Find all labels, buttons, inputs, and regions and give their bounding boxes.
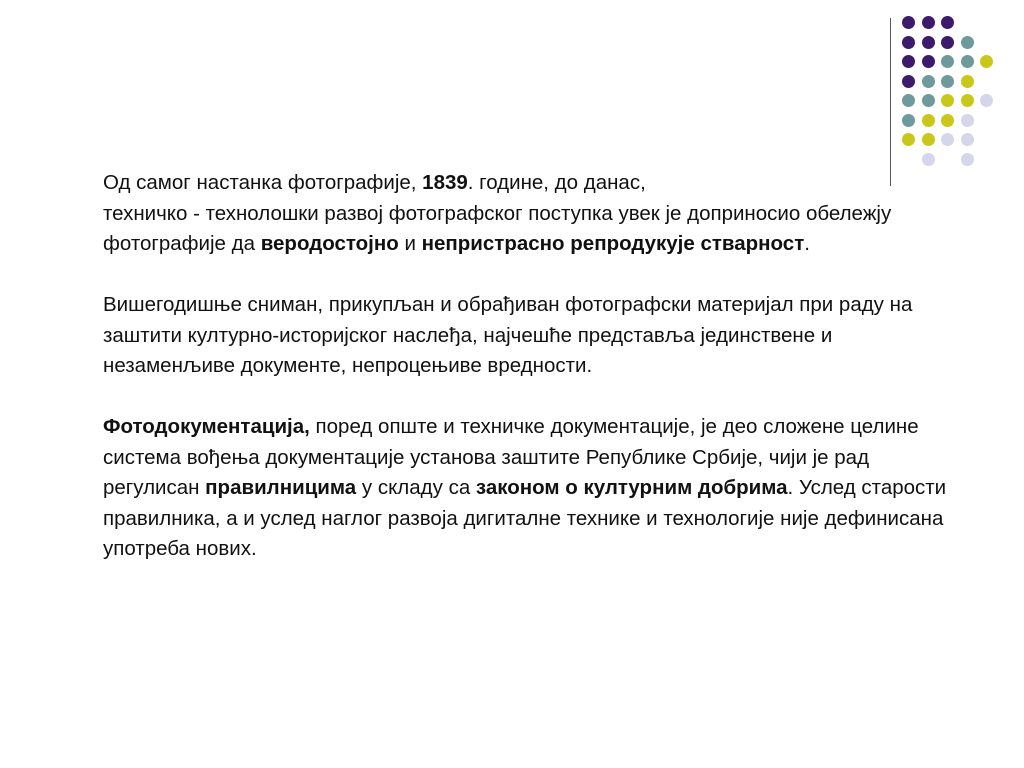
dot-lavender bbox=[961, 133, 974, 146]
dot-teal bbox=[922, 75, 935, 88]
dot-olive bbox=[902, 133, 915, 146]
dot-purple bbox=[922, 36, 935, 49]
paragraph-2 bbox=[103, 290, 963, 382]
dot-teal bbox=[902, 94, 915, 107]
bold-text: Фотодокументација, bbox=[103, 415, 310, 438]
dot-teal bbox=[941, 55, 954, 68]
paragraph-1 bbox=[103, 168, 963, 260]
text-run: и bbox=[398, 232, 422, 255]
dot-lavender bbox=[941, 133, 954, 146]
decorative-dot-grid bbox=[902, 10, 1002, 170]
dot-purple bbox=[902, 55, 915, 68]
vertical-divider bbox=[890, 18, 891, 186]
text-run: . године, до данас, bbox=[467, 171, 646, 194]
dot-olive bbox=[941, 114, 954, 127]
text-run: . Услед старости правилника, а и услед наглог развоја дигиталне технике и технологије није дефинисана употреба нових. bbox=[103, 476, 947, 560]
text-run: Вишегодишње сниман, прикупљан и обрађиван фотографски материјал при раду на заштити културно-историјског наслеђа, најчешће представља јединствене и незаменљиве документе, непроцењиве вредности. bbox=[103, 293, 913, 377]
bold-text: законом о културним добрима bbox=[475, 476, 788, 499]
text-run: . bbox=[804, 232, 810, 255]
bold-text: правилницима bbox=[205, 476, 357, 499]
dot-lavender bbox=[961, 153, 974, 166]
dot-purple bbox=[922, 16, 935, 29]
dot-teal bbox=[941, 75, 954, 88]
text-run: техничко - технолошки развој фотографског поступка увек је доприносио обележју фотографије да bbox=[103, 201, 892, 255]
dot-olive bbox=[922, 133, 935, 146]
dot-olive bbox=[941, 94, 954, 107]
dot-purple bbox=[902, 75, 915, 88]
dot-olive bbox=[961, 94, 974, 107]
bold-text: непристрасно репродукује стварност bbox=[421, 232, 805, 255]
dot-teal bbox=[902, 114, 915, 127]
dot-teal bbox=[922, 94, 935, 107]
dot-purple bbox=[941, 16, 954, 29]
dot-purple bbox=[902, 36, 915, 49]
paragraph-3 bbox=[103, 412, 963, 565]
dot-teal bbox=[961, 55, 974, 68]
bold-text: веродостојно bbox=[260, 232, 399, 255]
text-run: у складу са bbox=[356, 476, 476, 499]
dot-teal bbox=[961, 36, 974, 49]
dot-purple bbox=[922, 55, 935, 68]
dot-lavender bbox=[922, 153, 935, 166]
bold-text: 1839 bbox=[422, 171, 468, 194]
dot-purple bbox=[902, 16, 915, 29]
dot-olive bbox=[980, 55, 993, 68]
dot-olive bbox=[922, 114, 935, 127]
dot-olive bbox=[961, 75, 974, 88]
dot-lavender bbox=[980, 94, 993, 107]
text-run: Од самог настанка фотографије, bbox=[103, 171, 423, 194]
dot-purple bbox=[941, 36, 954, 49]
body-text bbox=[103, 168, 963, 595]
text-run: поред опште и техничке документације, је део сложене целине система вођења документације установа заштите Републике Србије, чији је рад регулисан bbox=[103, 415, 919, 499]
dot-lavender bbox=[961, 114, 974, 127]
